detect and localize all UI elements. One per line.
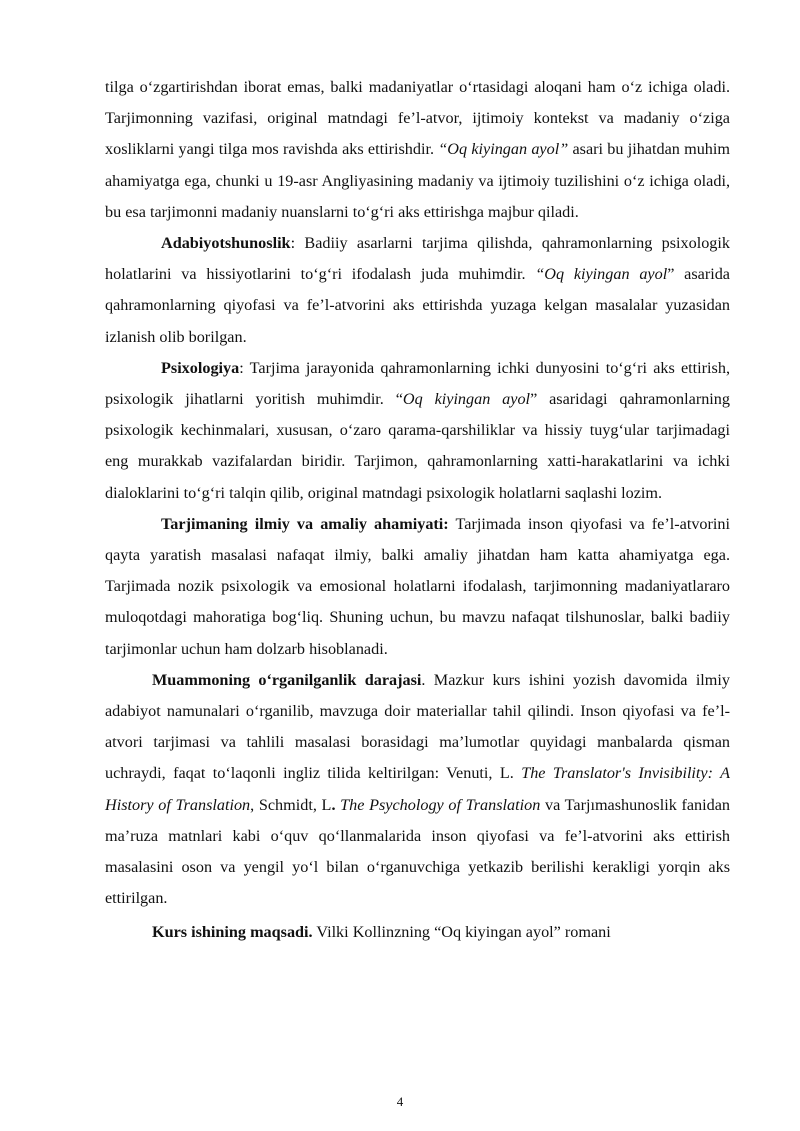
italic-title: The Translator's Invisibility: A History of Translation (105, 764, 730, 814)
text-run: tilga o‘zgartirishdan iborat emas, balki madaniyatlar o‘rtasidagi aloqani ham o‘z ichiga oladi. Tarjimonning vazifasi, original matndagi fe’l-atvor, ijtimoiy kontekst va madaniy o‘ziga xosliklarni yangi tilga mos ravishda aks ettirishdir. (105, 78, 730, 159)
paragraph-heading: Muammoning o‘rganilganlik darajasi (152, 670, 422, 689)
paragraph-intro-continued (105, 72, 730, 228)
text-run: ” asaridagi qahramonlarning psixologik kechinmalari, xususan, o‘zaro qarama-qarshiliklar va hissiy tuyg‘ular tarjimadagi eng murakkab vazifalardan biridir. Tarjimon, qahramonlarning xatti-harakatlarini va ichki dialoklarini to‘g‘ri talqin qilib, original matndagi psixologik holatlarni saqlashi lozim. (105, 390, 730, 502)
paragraph-heading: Adabiyotshunoslik (161, 234, 291, 253)
italic-title: “Oq kiyingan ayol” (438, 140, 569, 159)
text-run: : Tarjima jarayonida qahramonlarning ichki dunyosini to‘g‘ri aks ettirish, psixologik jihatlarni yoritish muhimdir. “ (105, 358, 730, 409)
text-run: . Mazkur kurs ishini yozish davomida ilmiy adabiyot namunalari o‘rganilib, mavzuga doir materiallar tahil qilindi. Inson qiyofasi va fe’l-atvori tarjimasi va tahlili masalasi borasidagi ma’lumotlar quyidagi manbalarda qisman uchraydi, faqat to‘laqonli ingliz tilida keltirilgan: Venuti, L. (105, 670, 730, 783)
paragraph-heading: Psixologiya (161, 358, 240, 377)
italic-title: Oq kiyingan ayol (402, 390, 531, 409)
paragraph-psixologiya (105, 353, 730, 509)
body-text (105, 72, 730, 949)
paragraph-organilganlik-darajasi (105, 665, 730, 915)
italic-title: “Oq kiyingan ayol (535, 265, 668, 284)
text-run: va Tarjımashunoslik fanidan ma’ruza matnlari kabi o‘quv qo‘llanmalarida inson qiyofasi va fe’l-atvorini aks ettirish masalasini oson va yengil yo‘l bilan o‘rganuvchiga yetkazib berilishi kerakligi yorqin aks ettirilgan. (105, 795, 730, 908)
paragraph-heading: Kurs ishining maqsadi. (152, 923, 313, 942)
text-run: Vilki Kollinzning “Oq kiyingan ayol” romani (312, 923, 611, 942)
text-run: , Schmidt, L (250, 795, 332, 814)
text-run: : Badiiy asarlarni tarjima qilishda, qahramonlarning psixologik holatlarini va hissiyotlarini to‘g‘ri ifodalash juda muhimdir. (105, 234, 730, 284)
text-run: ” asarida qahramonlarning qiyofasi va fe’l-atvorini aks ettirishda yuzaga kelgan masalalar yuzasidan izlanish olib borilgan. (105, 265, 730, 346)
paragraph-kurs-maqsadi (105, 917, 730, 948)
page-number: 4 (396, 1094, 404, 1109)
italic-title: The Psychology of Translation (340, 795, 541, 814)
text-run: . (331, 795, 336, 814)
paragraph-ilmiy-amaliy-ahamiyati (105, 509, 730, 665)
paragraph-heading: Tarjimaning ilmiy va amaliy ahamiyati: (161, 514, 449, 533)
paragraph-adabiyotshunoslik (105, 228, 730, 353)
text-run: Tarjimada inson qiyofasi va fe’l-atvorini qayta yaratish masalasi nafaqat ilmiy, balki amaliy jihatdan ham katta ahamiyatga ega. Tarjimada nozik psixologik va emosional holatlarni ifodalash, tarjimonning madaniyatlararo muloqotdagi mahoratiga bog‘liq. Shuning uchun, bu mavzu nafaqat tilshunoslar, balki badiiy tarjimonlar uchun ham dolzarb hisoblanadi. (105, 514, 730, 658)
text-run: asari bu jihatdan muhim ahamiyatga ega, chunki u 19-asr Angliyasining madaniy va ijtimoiy tuzilishini o‘z ichiga oladi, bu esa tarjimonni madaniy nuanslarni to‘g‘ri aks ettirishga majbur qiladi. (105, 140, 730, 221)
